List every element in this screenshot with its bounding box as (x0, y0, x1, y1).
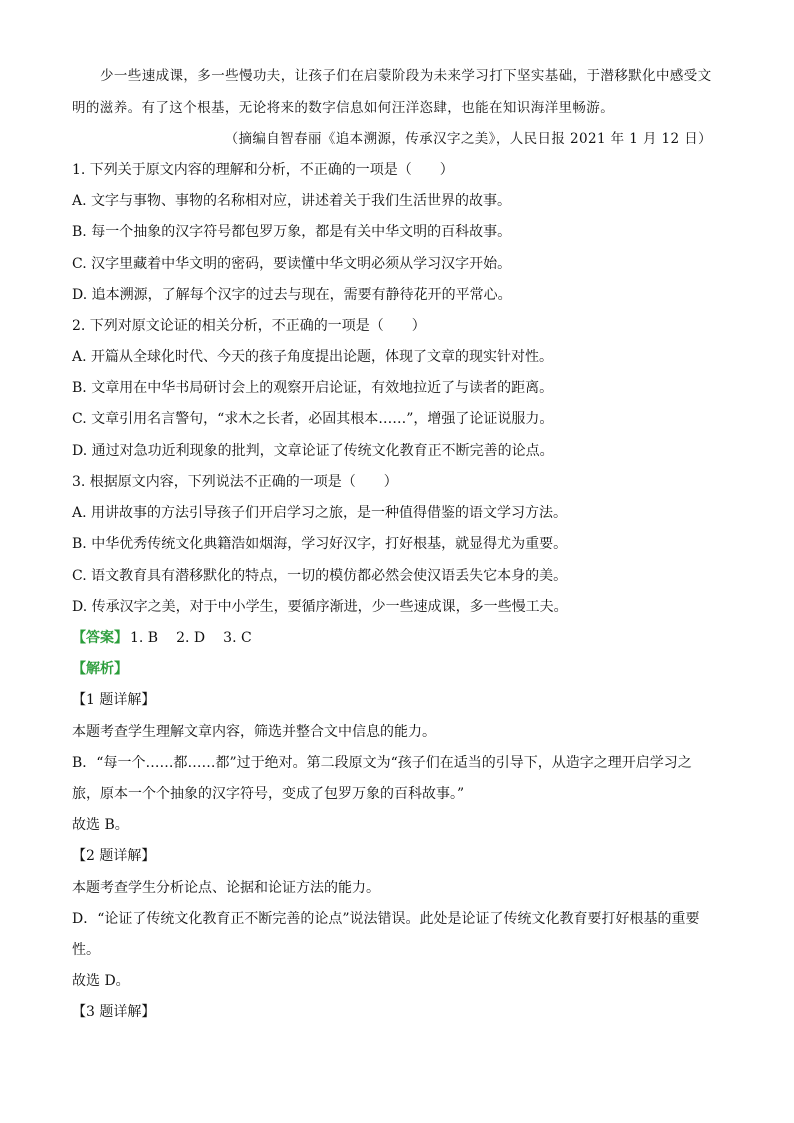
q2-detail-heading: 【2 题详解】 (72, 848, 156, 864)
question-2-option-a: A. 开篇从全球化时代、今天的孩子角度提出论题，体现了文章的现实针对性。 (72, 349, 554, 365)
question-2-stem: 2. 下列对原文论证的相关分析，不正确的一项是（ ） (72, 318, 426, 334)
question-3-stem: 3. 根据原文内容，下列说法不正确的一项是（ ） (72, 474, 398, 490)
question-1-option-d: D. 追本溯源，了解每个汉字的过去与现在，需要有静待花开的平常心。 (72, 287, 512, 303)
q1-detail-conclusion: 故选 B。 (72, 817, 129, 833)
q2-detail-intro: 本题考查学生分析论点、论据和论证方法的能力。 (72, 880, 380, 896)
question-1-option-a: A. 文字与事物、事物的名称相对应，讲述着关于我们生活世界的故事。 (72, 193, 512, 209)
q1-detail-heading: 【1 题详解】 (72, 692, 156, 708)
question-1-option-c: C. 汉字里藏着中华文明的密码，要读懂中华文明必须从学习汉字开始。 (72, 256, 512, 272)
passage-line-2: 明的滋养。有了这个根基，无论将来的数字信息如何汪洋恣肆，也能在知识海洋里畅游。 (72, 100, 615, 116)
answer-value-1: 1. B (130, 630, 159, 646)
question-3-option-b: B. 中华优秀传统文化典籍浩如烟海，学习好汉字，打好根基，就显得尤为重要。 (72, 536, 568, 552)
question-2-option-b: B. 文章用在中华书局研讨会上的观察开启论证，有效地拉近了与读者的距离。 (72, 380, 554, 396)
passage-line-1: 少一些速成课，多一些慢功夫，让孩子们在启蒙阶段为未来学习打下坚实基础，于潜移默化中感受文 (100, 68, 712, 84)
q1-detail-line-2: 旅，原本一个个抽象的汉字符号，变成了包罗万象的百科故事。” (72, 786, 465, 802)
q1-detail-intro: 本题考查学生理解文章内容，筛选并整合文中信息的能力。 (72, 724, 436, 740)
answer-value-2: 2. D (176, 630, 206, 646)
question-1-option-b: B. 每一个抽象的汉字符号都包罗万象，都是有关中华文明的百科故事。 (72, 224, 512, 240)
q2-detail-conclusion: 故选 D。 (72, 973, 130, 989)
question-3-option-d: D. 传承汉字之美，对于中小学生，要循序渐进，少一些速成课，多一些慢工夫。 (72, 599, 568, 615)
question-1-stem: 1. 下列关于原文内容的理解和分析，不正确的一项是（ ） (72, 162, 454, 178)
q1-detail-line-1: B．“每一个……都……都”过于绝对。第二段原文为“孩子们在适当的引导下，从造字之理开启学习之 (72, 755, 692, 771)
q2-detail-line-2: 性。 (72, 942, 100, 958)
answer-value-3: 3. C (223, 630, 252, 646)
answer-row (72, 628, 722, 648)
question-2-option-c: C. 文章引用名言警句，“求木之长者，必固其根本……”，增强了论证说服力。 (72, 411, 554, 427)
question-3-option-c: C. 语文教育具有潜移默化的特点，一切的模仿都必然会使汉语丢失它本身的美。 (72, 568, 568, 584)
question-3-option-a: A. 用讲故事的方法引导孩子们开启学习之旅，是一种值得借鉴的语文学习方法。 (72, 505, 568, 521)
analysis-label: 【解析】 (72, 661, 128, 677)
q3-detail-heading: 【3 题详解】 (72, 1004, 156, 1020)
q2-detail-line-1: D．“论证了传统文化教育正不断完善的论点”说法错误。此处是论证了传统文化教育要打好根基的重要 (72, 911, 700, 927)
answer-label: 【答案】 (72, 630, 128, 646)
question-2-option-d: D. 通过对急功近利现象的批判，文章论证了传统文化教育正不断完善的论点。 (72, 443, 554, 459)
passage-source: （摘编自智春丽《追本溯源，传承汉字之美》，人民日报 2021 年 1 月 12 日） (224, 131, 712, 147)
